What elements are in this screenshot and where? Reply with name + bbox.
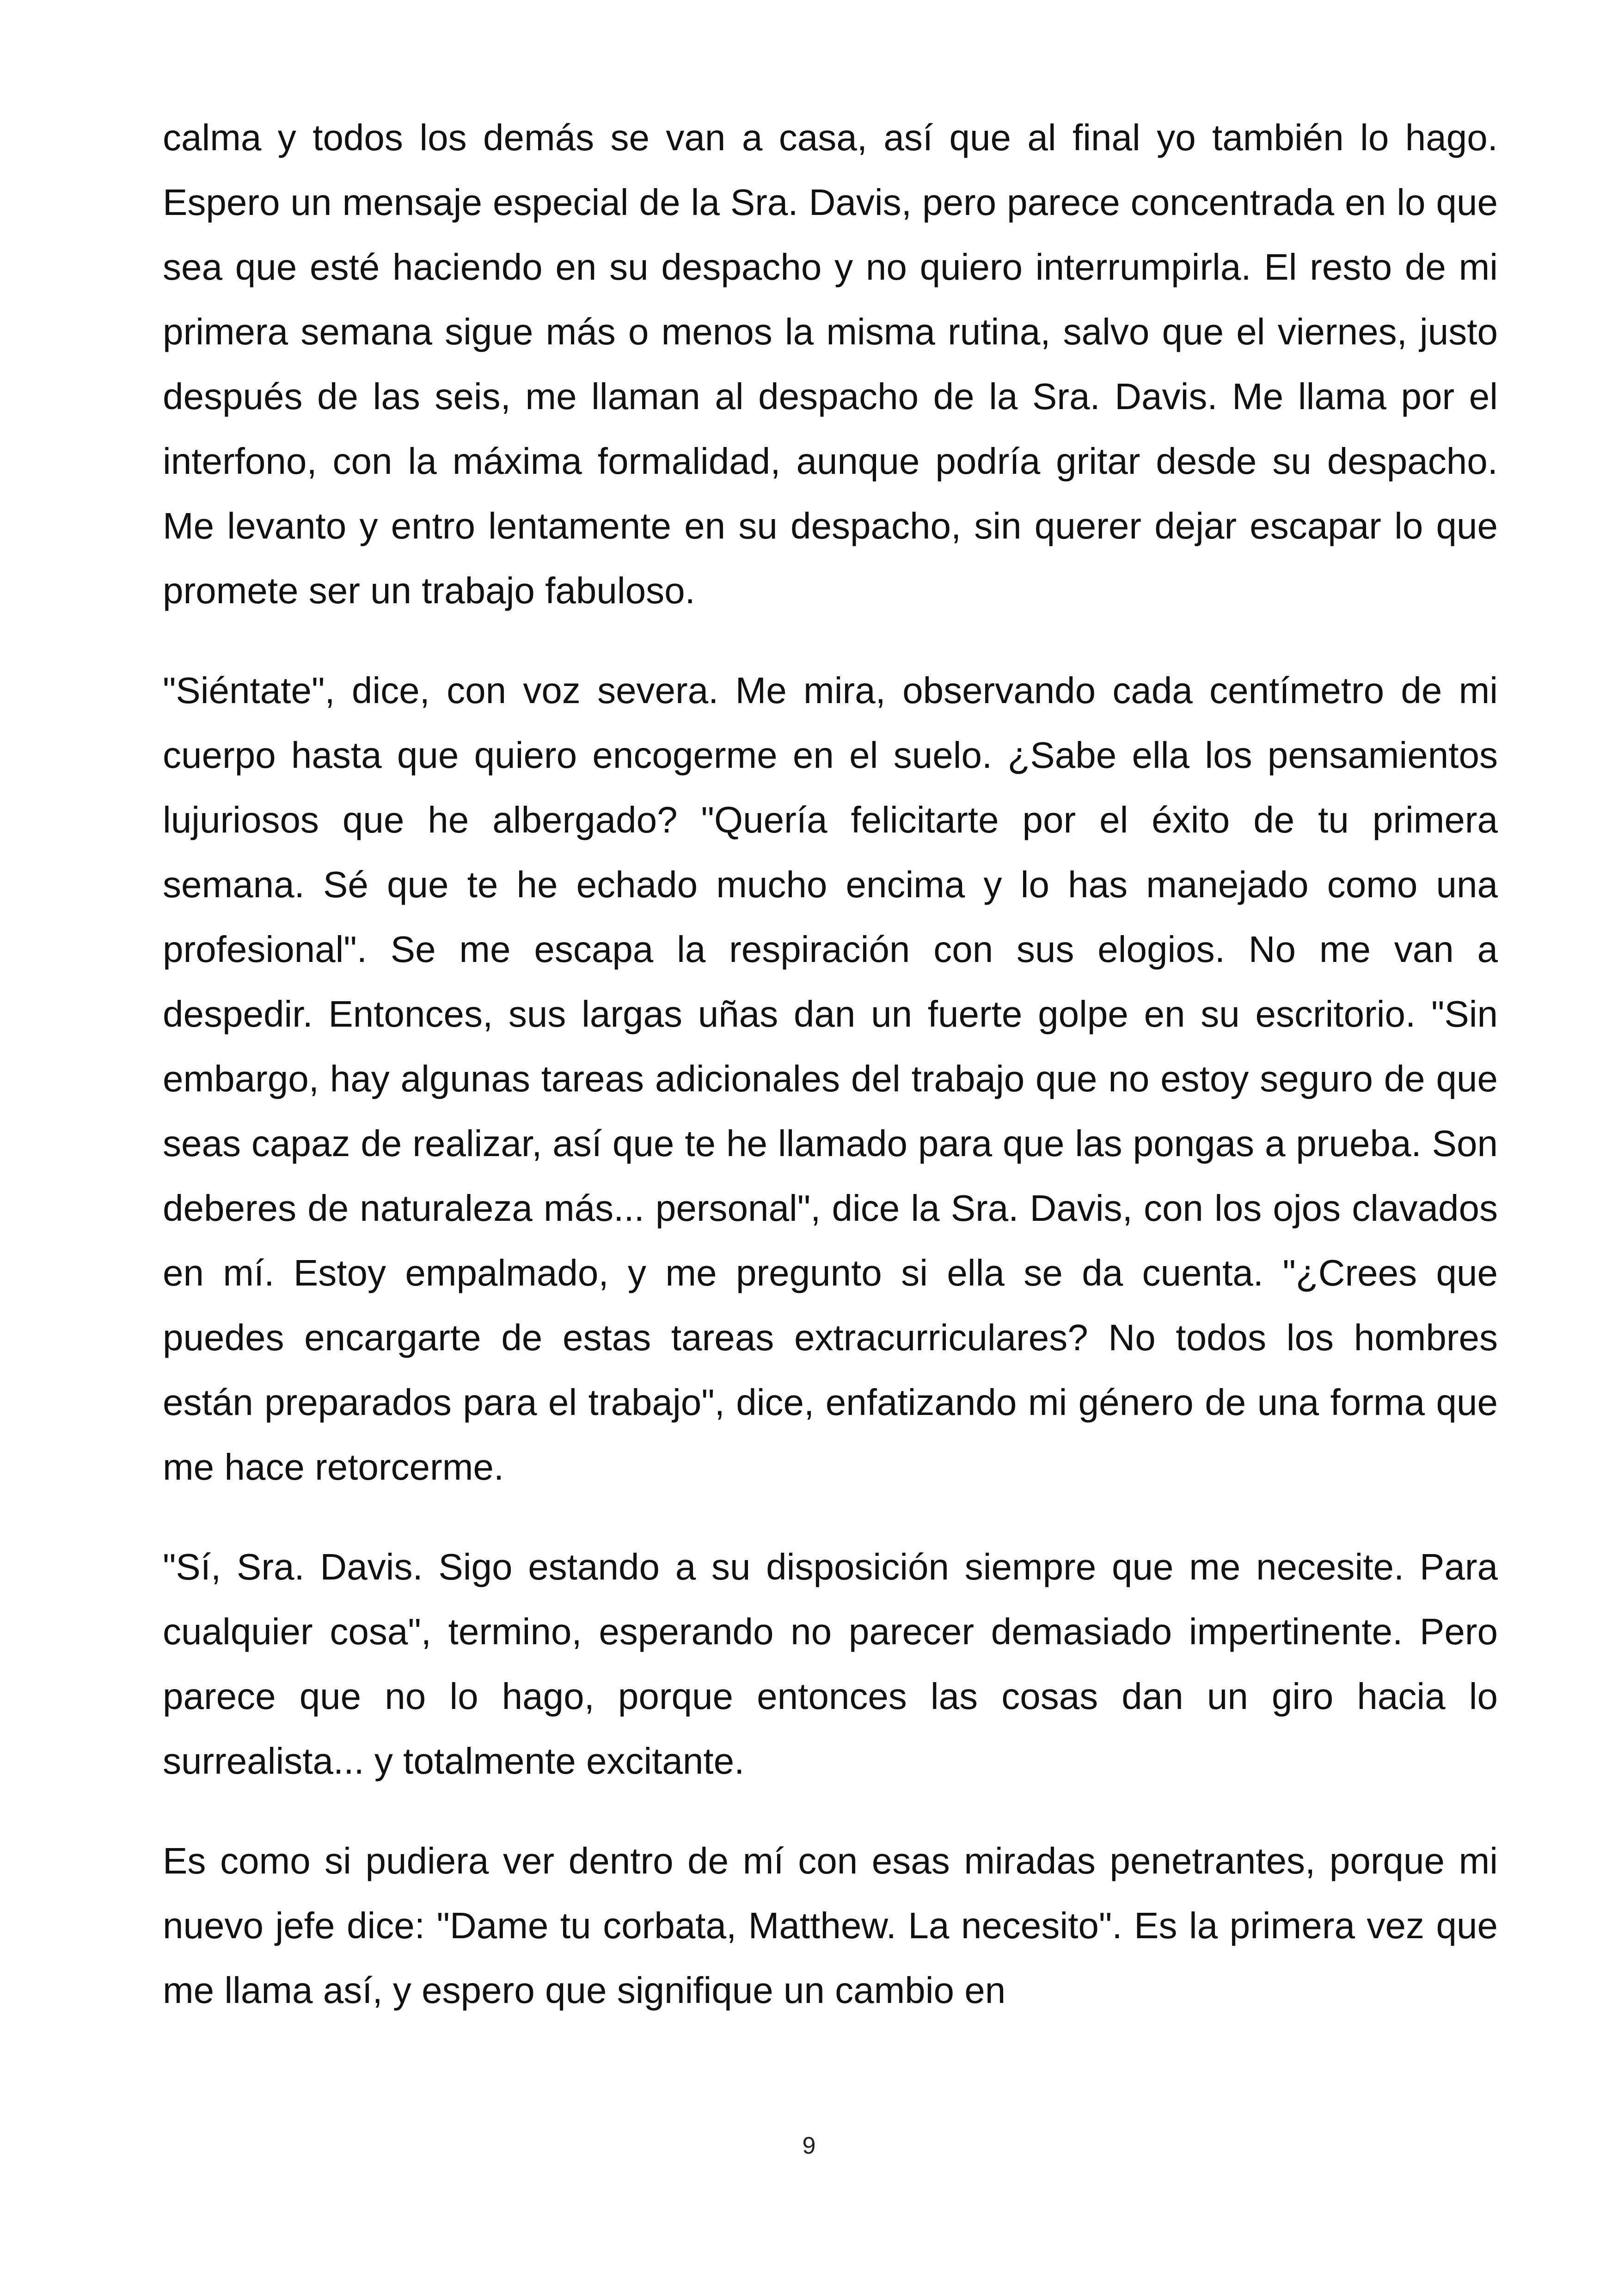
page-number: 9	[802, 2132, 816, 2159]
document-body	[163, 105, 1498, 2058]
paragraph-1: calma y todos los demás se van a casa, así que al final yo también lo hago. Espero un mensaje especial de la Sra. Davis, pero parece concentrada en lo que sea que esté haciendo en su despacho y no quiero interrumpirla. El resto de mi primera semana sigue más o menos la misma rutina, salvo que el viernes, justo después de las seis, me llaman al despacho de la Sra. Davis. Me llama por el interfono, con la máxima formalidad, aunque podría gritar desde su despacho. Me levanto y entro lentamente en su despacho, sin querer dejar escapar lo que promete ser un trabajo fabuloso.	[163, 117, 1498, 611]
paragraph-3: "Sí, Sra. Davis. Sigo estando a su disposición siempre que me necesite. Para cualquier cosa", termino, esperando no parecer demasiado impertinente. Pero parece que no lo hago, porque entonces las cosas dan un giro hacia lo surrealista... y totalmente excitante.	[163, 1546, 1498, 1782]
paragraph-4: Es como si pudiera ver dentro de mí con esas miradas penetrantes, porque mi nuevo jefe dice: "Dame tu corbata, Matthew. La necesito". Es la primera vez que me llama así, y espero que signifique un cambio en	[163, 1840, 1498, 2011]
paragraph-2: "Siéntate", dice, con voz severa. Me mira, observando cada centímetro de mi cuerpo hasta que quiero encogerme en el suelo. ¿Sabe ella los pensamientos lujuriosos que he albergado? "Quería felicitarte por el éxito de tu primera semana. Sé que te he echado mucho encima y lo has manejado como una profesional". Se me escapa la respiración con sus elogios. No me van a despedir. Entonces, sus largas uñas dan un fuerte golpe en su escritorio. "Sin embargo, hay algunas tareas adicionales del trabajo que no estoy seguro de que seas capaz de realizar, así que te he llamado para que las pongas a prueba. Son deberes de naturaleza más... personal", dice la Sra. Davis, con los ojos clavados en mí. Estoy empalmado, y me pregunto si ella se da cuenta. "¿Crees que puedes encargarte de estas tareas extracurriculares? No todos los hombres están preparados para el trabajo", dice, enfatizando mi género de una forma que me hace retorcerme.	[163, 670, 1498, 1488]
